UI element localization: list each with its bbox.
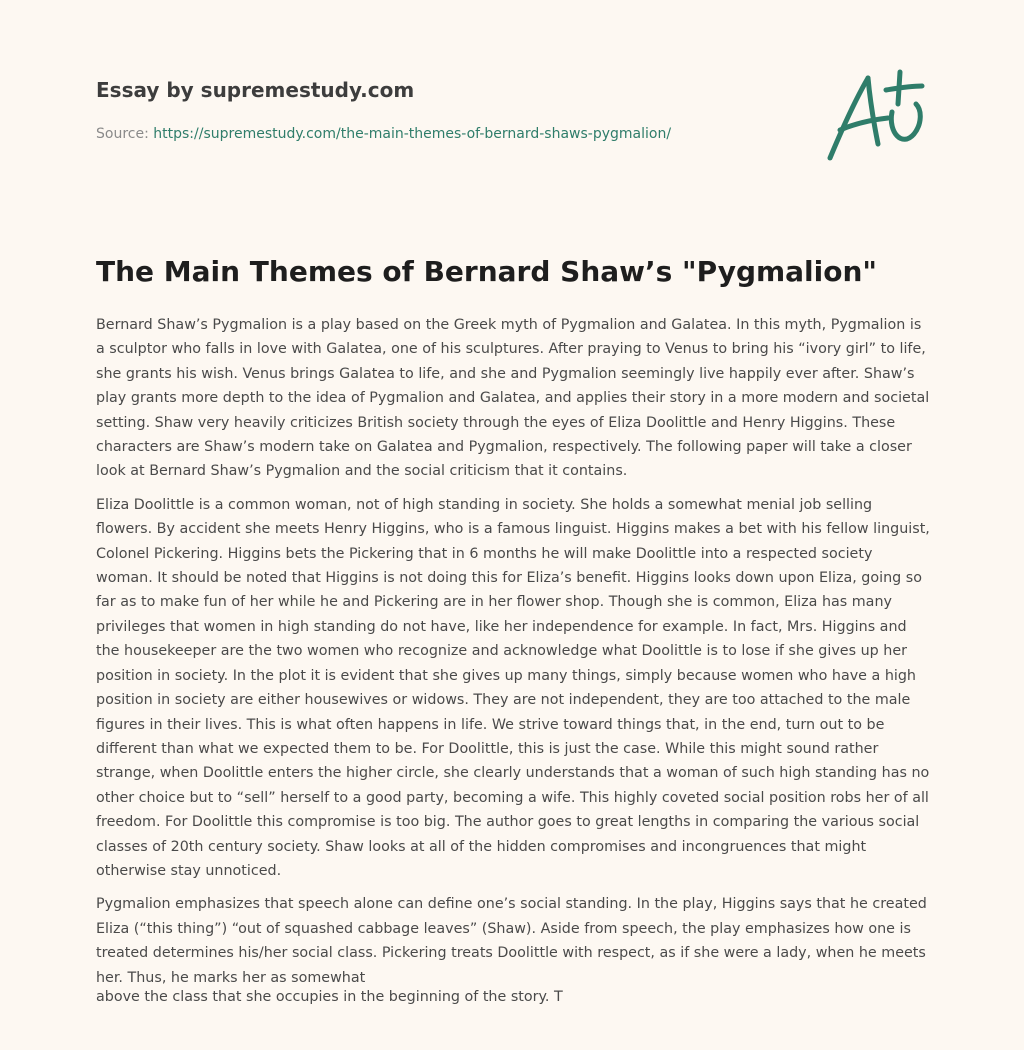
source-link[interactable]: https://supremestudy.com/the-main-themes-of-bernard-shaws-pygmalion/ — [153, 126, 672, 142]
a-plus-logo-icon — [818, 64, 930, 164]
essay-header — [96, 76, 796, 144]
paragraph: Pygmalion emphasizes that speech alone can define one’s social standing. In the play, Higgins says that he created Eliza (“this thing”) “out of squashed cabbage leaves” (Shaw). Aside from speech, the play emphasizes how one is treated determines his/her social class. Pickering treats Doolittle with respect, as if she were a lady, when he meets her. Thus, he marks her as somewhat — [96, 896, 927, 986]
paragraph: Bernard Shaw’s Pygmalion is a play based on the Greek myth of Pygmalion and Galatea. In this myth, Pygmalion is a sculptor who falls in love with Galatea, one of his sculptures. After praying to Venus to bring his “ivory girl” to life, she grants his wish. Venus brings Galatea to life, and she and Pygmalion seemingly live happily ever after. Shaw’s play grants more depth to the idea of Pygmalion and Galatea, and applies their story in a more modern and societal setting. Shaw very heavily criticizes British society through the eyes of Eliza Doolittle and Henry Higgins. These characters are Shaw’s modern take on Galatea and Pygmalion, respectively. The following paper will take a closer look at Bernard Shaw’s Pygmalion and the social criticism that it contains. — [96, 317, 930, 480]
source-line — [96, 124, 796, 144]
source-label: Source: — [96, 126, 154, 142]
truncated-paragraph: above the class that she occupies in the beginning of the story. T — [96, 989, 563, 1005]
essay-body — [96, 313, 932, 999]
essay-by-heading: Essay by supremestudy.com — [96, 78, 415, 102]
essay-title: The Main Themes of Bernard Shaw’s "Pygmalion" — [96, 255, 878, 288]
paragraph: Eliza Doolittle is a common woman, not of high standing in society. She holds a somewhat menial job selling flowers. By accident she meets Henry Higgins, who is a famous linguist. Higgins makes a bet with his fellow linguist, Colonel Pickering. Higgins bets the Pickering that in 6 months he will make Doolittle into a respected society woman. It should be noted that Higgins is not doing this for Eliza’s benefit. Higgins looks down upon Eliza, going so far as to make fun of her while he and Pickering are in her flower shop. Though she is common, Eliza has many privileges that women in high standing do not have, like her independence for example. In fact, Mrs. Higgins and the housekeeper are the two women who recognize and acknowledge what Doolittle is to lose if she gives up her position in society. In the plot it is evident that she gives up many things, simply because women who have a high position in society are either housewives or widows. They are not independent, they are too attached to the male figures in their lives. This is what often happens in life. We strive toward things that, in the end, turn out to be different than what we expected them to be. For Doolittle, this is just the case. While this might sound rather strange, when Doolittle enters the higher circle, she clearly understands that a woman of such high standing has no other choice but to “sell” herself to a good party, becoming a wife. This highly coveted social position robs her of all freedom. For Doolittle this compromise is too big. The author goes to great lengths in comparing the various social classes of 20th century society. Shaw looks at all of the hidden compromises and incongruences that might otherwise stay unnoticed. — [96, 496, 930, 879]
